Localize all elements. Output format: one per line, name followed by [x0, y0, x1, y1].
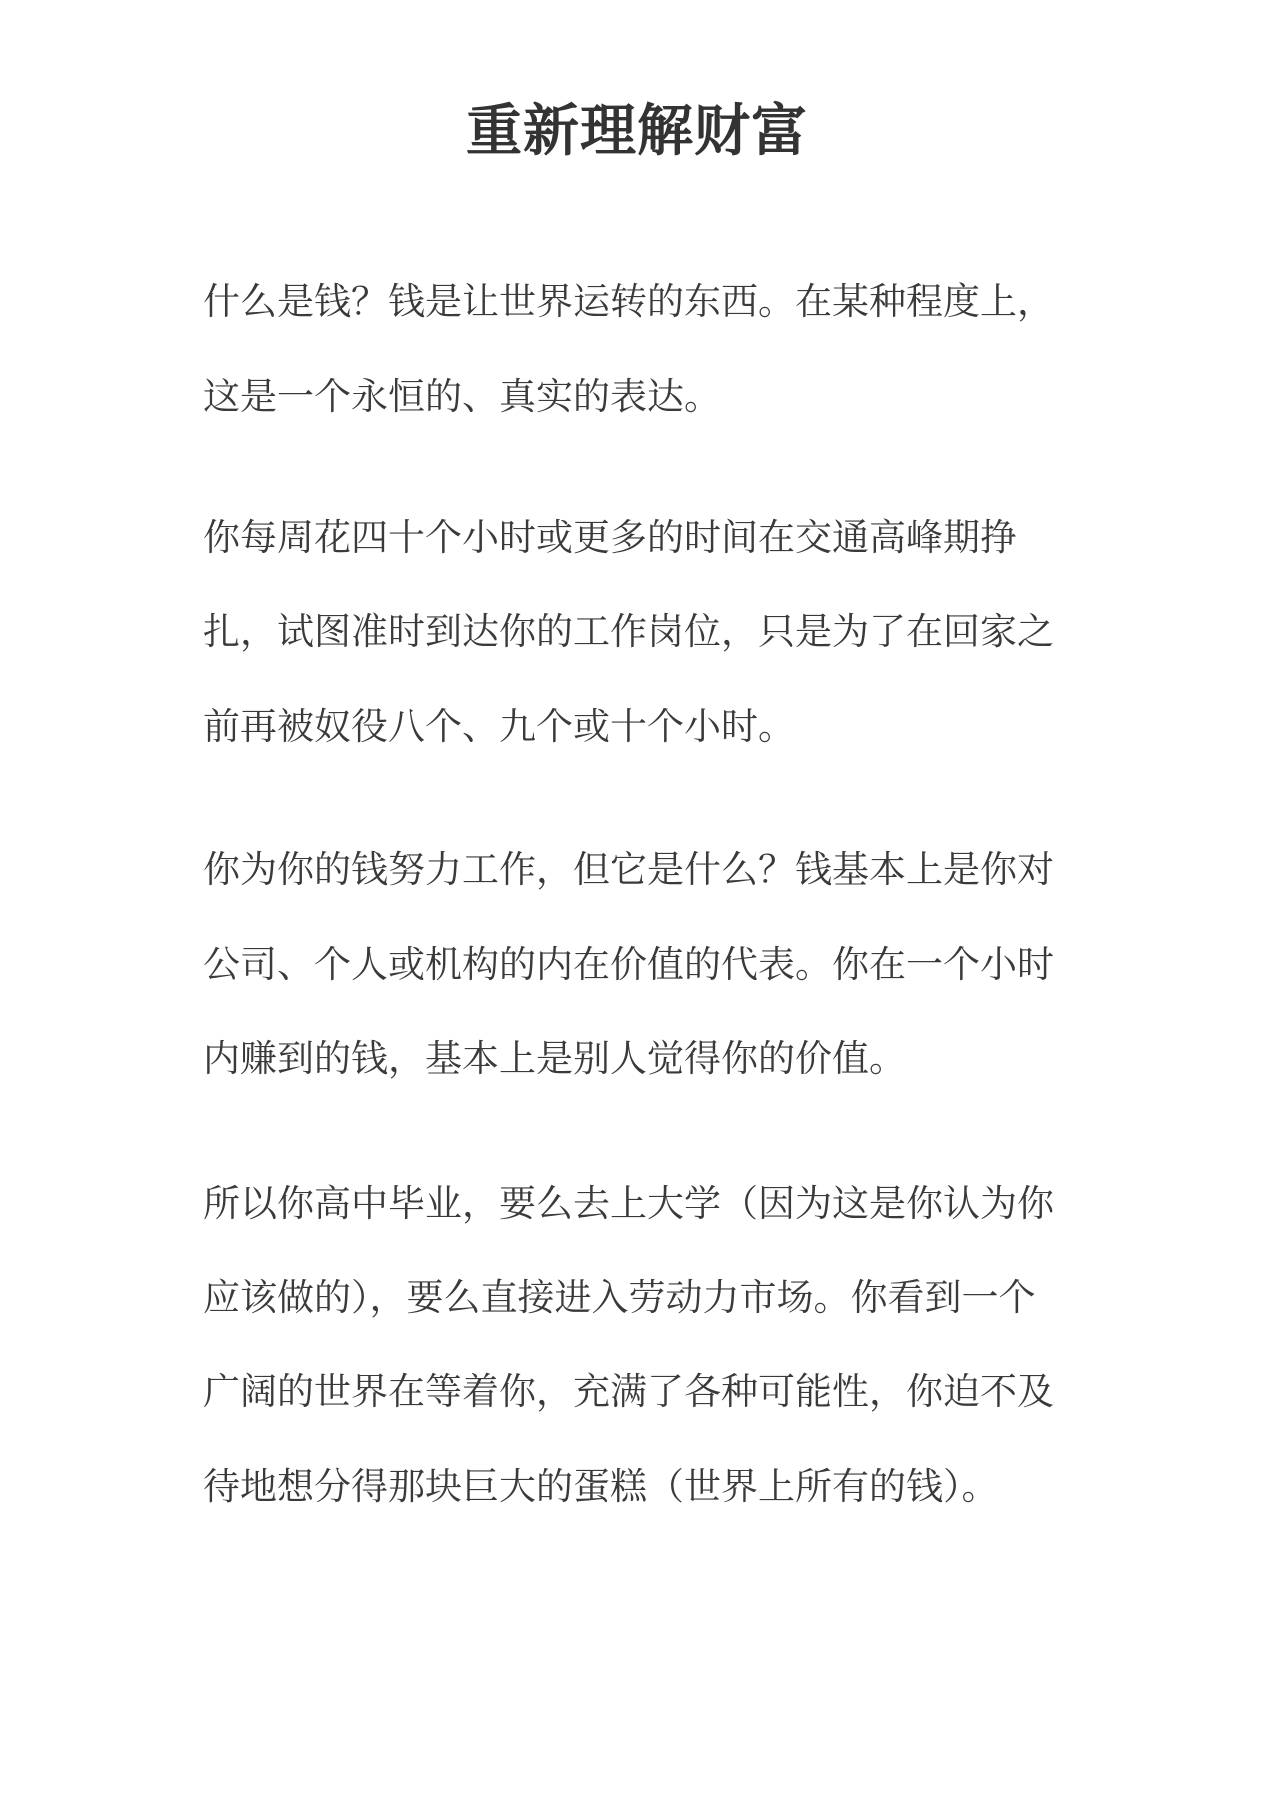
paragraph-1-line-1: 什么是钱？钱是让世界运转的东西。在某种程度上，: [203, 280, 1054, 323]
paragraph-2-line-2: 扎，试图准时到达你的工作岗位，只是为了在回家之: [203, 610, 1054, 653]
paragraph-4-line-4: 待地想分得那块巨大的蛋糕（世界上所有的钱）。: [203, 1465, 999, 1508]
paragraph-3-line-3: 内赚到的钱，基本上是别人觉得你的价值。: [203, 1037, 906, 1080]
paragraph-1-line-2: 这是一个永恒的、真实的表达。: [203, 375, 721, 418]
paragraph-3-line-1: 你为你的钱努力工作，但它是什么？钱基本上是你对: [203, 848, 1054, 891]
paragraph-2-line-3: 前再被奴役八个、九个或十个小时。: [203, 705, 795, 748]
paragraph-3-line-2: 公司、个人或机构的内在价值的代表。你在一个小时: [203, 943, 1054, 986]
paragraph-4-line-3: 广阔的世界在等着你，充满了各种可能性，你迫不及: [203, 1370, 1054, 1413]
paragraph-4-line-1: 所以你高中毕业，要么去上大学（因为这是你认为你: [203, 1182, 1054, 1225]
document-title: 重新理解财富: [466, 99, 808, 164]
paragraph-2-line-1: 你每周花四十个小时或更多的时间在交通高峰期挣: [203, 516, 1017, 559]
paragraph-4-line-2: 应该做的），要么直接进入劳动力市场。你看到一个: [203, 1276, 1036, 1319]
